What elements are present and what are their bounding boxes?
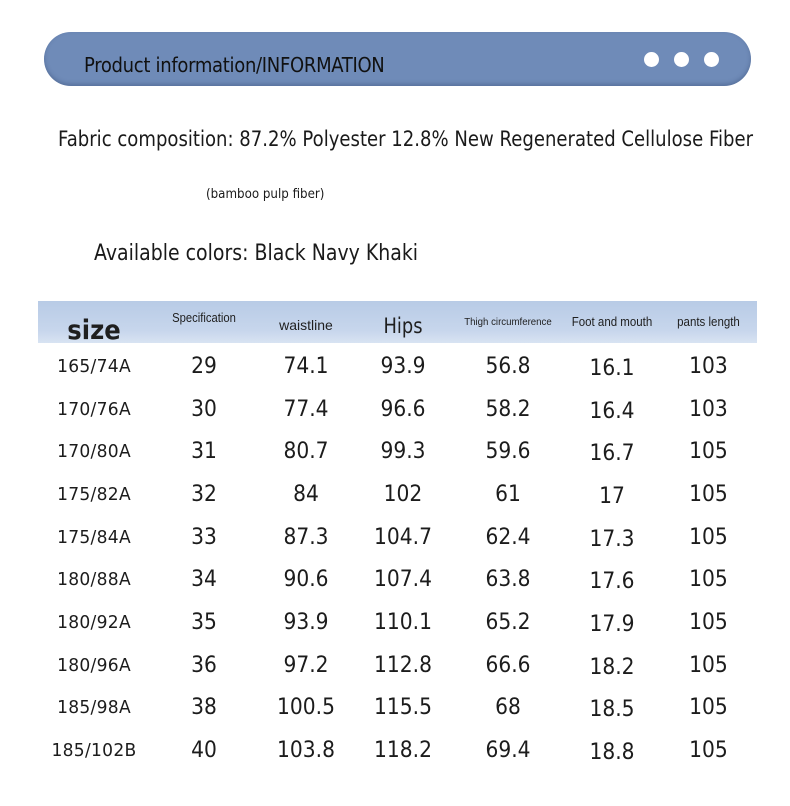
cell-thigh: 58.2 [485, 396, 531, 422]
dot-icon [704, 52, 719, 67]
header-dots [644, 52, 719, 67]
cell-size: 175/82A [57, 483, 131, 505]
cell-foot-mouth: 17.6 [589, 569, 635, 595]
cell-hips: 102 [383, 481, 423, 507]
cell-size: 170/80A [57, 441, 131, 463]
cell-foot-mouth: 18.5 [589, 697, 635, 723]
cell-thigh: 62.4 [485, 524, 531, 550]
cell-pants-length: 105 [689, 695, 728, 721]
cell-waistline: 93.9 [283, 609, 329, 635]
cell-specification: 31 [191, 439, 217, 465]
table-row [38, 558, 757, 601]
column-header-hips: Hips [383, 314, 423, 338]
cell-thigh: 66.6 [485, 652, 531, 678]
cell-foot-mouth: 16.4 [589, 398, 635, 424]
cell-hips: 112.8 [374, 652, 432, 678]
cell-thigh: 59.6 [485, 439, 531, 465]
cell-specification: 29 [191, 353, 217, 379]
cell-waistline: 77.4 [283, 396, 329, 422]
column-header-pants-length: pants length [677, 315, 740, 329]
cell-hips: 96.6 [380, 396, 426, 422]
cell-foot-mouth: 18.2 [589, 654, 635, 680]
cell-foot-mouth: 18.8 [589, 740, 635, 766]
dot-icon [644, 52, 659, 67]
column-header-waistline: waistline [279, 317, 333, 333]
dot-icon [674, 52, 689, 67]
cell-specification: 35 [191, 609, 217, 635]
cell-size: 165/74A [57, 355, 131, 377]
cell-waistline: 97.2 [283, 652, 329, 678]
cell-foot-mouth: 17 [599, 483, 625, 509]
table-row [38, 729, 757, 772]
cell-foot-mouth: 17.3 [589, 526, 635, 552]
cell-size: 180/88A [57, 569, 131, 591]
cell-waistline: 103.8 [277, 738, 335, 764]
column-header-foot-mouth: Foot and mouth [571, 314, 653, 329]
table-row [38, 516, 757, 559]
table-row [38, 601, 757, 644]
cell-pants-length: 105 [689, 439, 728, 465]
column-header-specification: Specification [172, 311, 236, 325]
cell-hips: 104.7 [374, 524, 432, 550]
cell-waistline: 80.7 [283, 439, 329, 465]
size-table-header [38, 301, 757, 346]
cell-foot-mouth: 16.1 [589, 355, 635, 381]
cell-foot-mouth: 16.7 [589, 441, 635, 467]
cell-hips: 107.4 [374, 567, 432, 593]
table-row [38, 388, 757, 431]
cell-specification: 30 [191, 396, 217, 422]
cell-thigh: 61 [495, 481, 521, 507]
cell-pants-length: 105 [689, 524, 728, 550]
cell-hips: 110.1 [374, 609, 432, 635]
cell-specification: 33 [191, 524, 217, 550]
cell-specification: 34 [191, 567, 217, 593]
cell-specification: 32 [191, 481, 217, 507]
cell-waistline: 100.5 [277, 695, 335, 721]
cell-size: 185/102B [51, 740, 137, 762]
available-colors: Available colors: Black Navy Khaki [94, 241, 419, 266]
cell-size: 175/84A [57, 526, 131, 548]
cell-hips: 118.2 [374, 738, 432, 764]
cell-waistline: 87.3 [283, 524, 329, 550]
cell-foot-mouth: 17.9 [589, 611, 635, 637]
table-row [38, 644, 757, 687]
header-title: Product information/INFORMATION [84, 53, 385, 77]
cell-pants-length: 105 [689, 738, 728, 764]
cell-hips: 93.9 [380, 353, 426, 379]
column-header-thigh: Thigh circumference [464, 316, 552, 328]
cell-size: 185/98A [57, 697, 131, 719]
cell-specification: 36 [191, 652, 217, 678]
cell-pants-length: 103 [689, 353, 728, 379]
fabric-composition: Fabric composition: 87.2% Polyester 12.8% New Regenerated Cellulose Fiber [58, 127, 754, 151]
size-table-body [38, 345, 757, 772]
fabric-note: (bamboo pulp fiber) [206, 186, 325, 202]
table-row [38, 687, 757, 730]
table-row [38, 430, 757, 473]
cell-pants-length: 105 [689, 481, 728, 507]
cell-thigh: 68 [495, 695, 521, 721]
cell-waistline: 84 [293, 481, 319, 507]
cell-hips: 115.5 [374, 695, 432, 721]
column-header-size: size [67, 314, 121, 346]
cell-pants-length: 105 [689, 567, 728, 593]
cell-specification: 40 [191, 738, 217, 764]
cell-hips: 99.3 [380, 439, 426, 465]
cell-thigh: 63.8 [485, 567, 531, 593]
cell-thigh: 56.8 [485, 353, 531, 379]
cell-pants-length: 105 [689, 652, 728, 678]
cell-size: 170/76A [57, 398, 131, 420]
cell-specification: 38 [191, 695, 217, 721]
header-bar [44, 32, 751, 86]
cell-pants-length: 103 [689, 396, 728, 422]
cell-size: 180/92A [57, 611, 131, 633]
cell-size: 180/96A [57, 654, 131, 676]
cell-thigh: 69.4 [485, 738, 531, 764]
table-row [38, 345, 757, 388]
cell-pants-length: 105 [689, 609, 728, 635]
table-row [38, 473, 757, 516]
cell-thigh: 65.2 [485, 609, 531, 635]
cell-waistline: 90.6 [283, 567, 329, 593]
cell-waistline: 74.1 [283, 353, 329, 379]
